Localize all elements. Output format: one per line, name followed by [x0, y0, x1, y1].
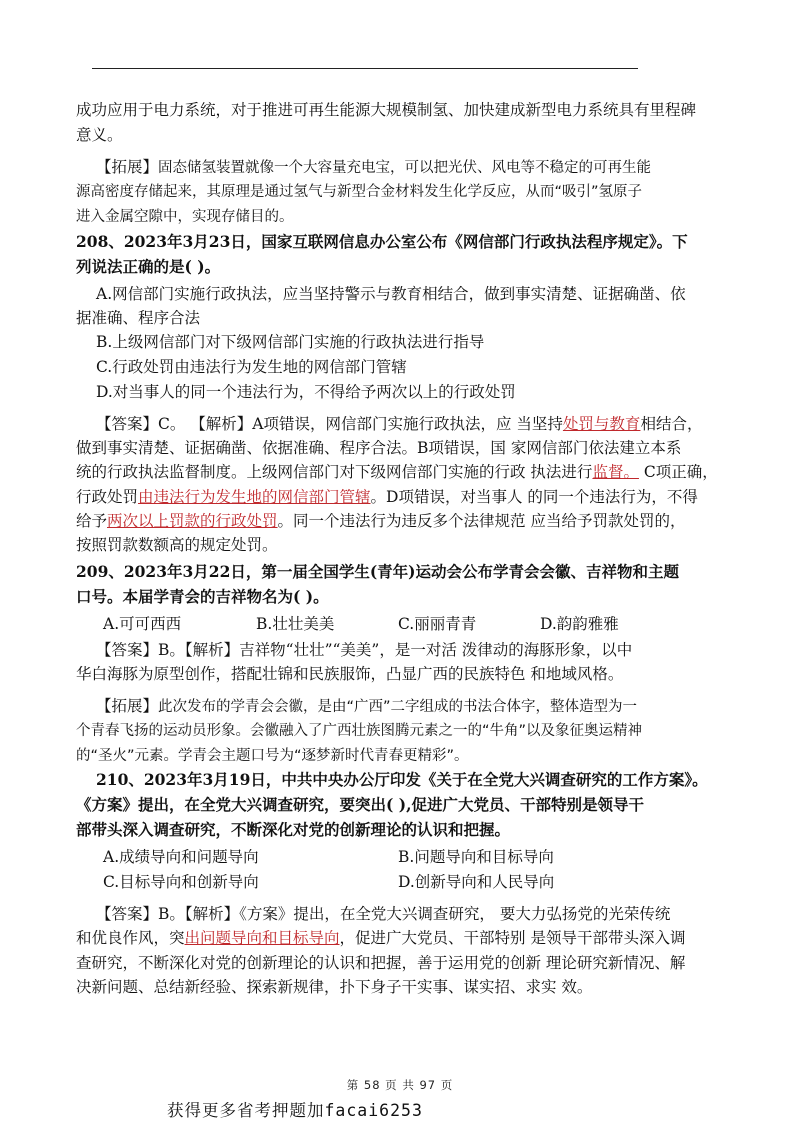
extension-1-line-1: 【拓展】固态储氢装置就像一个大容量充电宝，可以把光伏、风电等不稳定的可再生能 — [96, 158, 652, 176]
question-210-title-2: 《方案》提出，在全党大兴调查研究，要突出( ),促进广大党员、干部特别是领导干 — [76, 795, 644, 814]
question-208-option-b: B.上级网信部门对下级网信部门实施的行政执法进行指导 — [96, 333, 485, 351]
extension-2-line-2: 个青春飞扬的运动员形象。会徽融入了广西壮族图腾元素之一的“牛角”以及象征奥运精神 — [76, 723, 643, 739]
extension-1-line-3: 进入金属空隙中，实现存储目的。 — [76, 209, 294, 225]
highlight-text: 两次以上罚款的行政处罚 — [107, 512, 278, 530]
answer-208-line-1: 【答案】C。 【解析】A项错误，网信部门实施行政执法，应 当坚持处罚与教育相结合， — [96, 415, 703, 433]
question-209-title-2: 口号。本届学青会的吉祥物名为( )。 — [76, 587, 329, 606]
question-210-title-3: 部带头深入调查研究，不断深化对党的创新理论的认识和把握。 — [76, 820, 511, 839]
question-209-title-1: 209、2023年3月22日，第一届全国学生(青年)运动会公布学青会会徽、吉祥物和主题 — [76, 562, 680, 581]
highlight-text: 处罚与教育 — [562, 415, 641, 433]
page-number: 第 58 页 共 97 页 — [346, 1078, 454, 1092]
extension-2-line-3: 的“圣火”元素。学青会主题口号为“逐梦新时代青春更精彩”。 — [76, 748, 469, 764]
highlight-text: 由违法行为发生地的网信部门管辖 — [138, 488, 371, 506]
answer-208-line-3: 统的行政执法监督制度。上级网信部门对下级网信部门实施的行政 执法进行监督。 C项正确， — [76, 463, 718, 481]
highlight-text: 监督。 — [592, 463, 639, 481]
question-209-option-d: D.韵韵雅雅 — [540, 615, 619, 633]
question-209-option-a: A.可可西西 — [103, 615, 182, 633]
question-209-option-c: C.丽丽青青 — [398, 615, 477, 633]
question-208-option-a-2: 据准确、程序合法 — [76, 309, 201, 327]
answer-208-line-5: 给予两次以上罚款的行政处罚。同一个违法行为违反多个法律规范 应当给予罚款处罚的， — [76, 512, 686, 530]
question-210-option-c: C.目标导向和创新导向 — [103, 873, 259, 891]
answer-210-line-2: 和优良作风，突出问题导向和目标导向，促进广大党员、干部特别 是领导干部带头深入调 — [76, 929, 686, 947]
extension-tag: 【拓展】 — [96, 158, 159, 176]
highlight-text: 出问题导向和目标导向 — [184, 929, 340, 947]
header-rule — [92, 68, 638, 69]
intro-line-1: 成功应用于电力系统，对于推进可再生能源大规模制氢、加快建成新型电力系统具有里程碑 — [76, 101, 697, 119]
extension-1-line-2: 源高密度存储起来，其原理是通过氢气与新型合金材料发生化学反应，从而“吸引”氢原子 — [76, 184, 643, 200]
question-210-option-a: A.成绩导向和问题导向 — [103, 848, 259, 866]
question-208-option-a-1: A.网信部门实施行政执法，应当坚持警示与教育相结合，做到事实清楚、证据确凿、依 — [96, 285, 686, 303]
question-210-option-b: B.问题导向和目标导向 — [398, 848, 554, 866]
question-210-title-1: 210、2023年3月19日，中共中央办公厅印发《关于在全党大兴调查研究的工作方案》。 — [96, 770, 708, 789]
question-209-option-b: B.壮壮美美 — [256, 615, 335, 633]
question-208-option-c: C.行政处罚由违法行为发生地的网信部门管辖 — [96, 358, 407, 376]
extension-2-line-1: 【拓展】此次发布的学青会会徽，是由“广西”二字组成的书法合体字，整体造型为一 — [96, 697, 638, 715]
answer-209-line-2: 华白海豚为原型创作，搭配壮锦和民族服饰，凸显广西的民族特色 和地域风格。 — [76, 665, 624, 683]
question-210-option-d: D.创新导向和人民导向 — [398, 873, 555, 891]
question-208-title-2: 列说法正确的是( )。 — [76, 257, 221, 276]
footer-note: 获得更多省考押题加facai6253 — [167, 1101, 423, 1120]
answer-210-line-3: 查研究，不断深化对党的创新理论的认识和把握，善于运用党的创新 理论研究新情况、解 — [76, 954, 686, 972]
answer-210-line-1: 【答案】B。【解析】《方案》提出，在全党大兴调查研究， 要大力弘扬党的光荣传统 — [96, 905, 671, 923]
question-208-option-d: D.对当事人的同一个违法行为，不得给予两次以上的行政处罚 — [96, 383, 516, 401]
answer-208-line-6: 按照罚款数额高的规定处罚。 — [76, 536, 278, 554]
question-208-title-1: 208、2023年3月23日，国家互联网信息办公室公布《网信部门行政执法程序规定》。下 — [76, 232, 688, 251]
answer-208-line-2: 做到事实清楚、证据确凿、依据准确、程序合法。B项错误，国 家网信部门依法建立本系 — [76, 439, 682, 457]
answer-208-line-4: 行政处罚由违法行为发生地的网信部门管辖。D项错误，对当事人 的同一个违法行为，不得 — [76, 488, 698, 506]
intro-line-2: 意义。 — [76, 126, 123, 144]
answer-210-line-4: 决新问题、总结新经验、探索新规律，扑下身子干实事、谋实招、求实 效。 — [76, 978, 593, 996]
extension-tag: 【拓展】 — [96, 697, 159, 715]
answer-209-line-1: 【答案】B。【解析】吉祥物“壮壮”“美美”，是一对活 泼律动的海豚形象，以中 — [96, 641, 633, 659]
